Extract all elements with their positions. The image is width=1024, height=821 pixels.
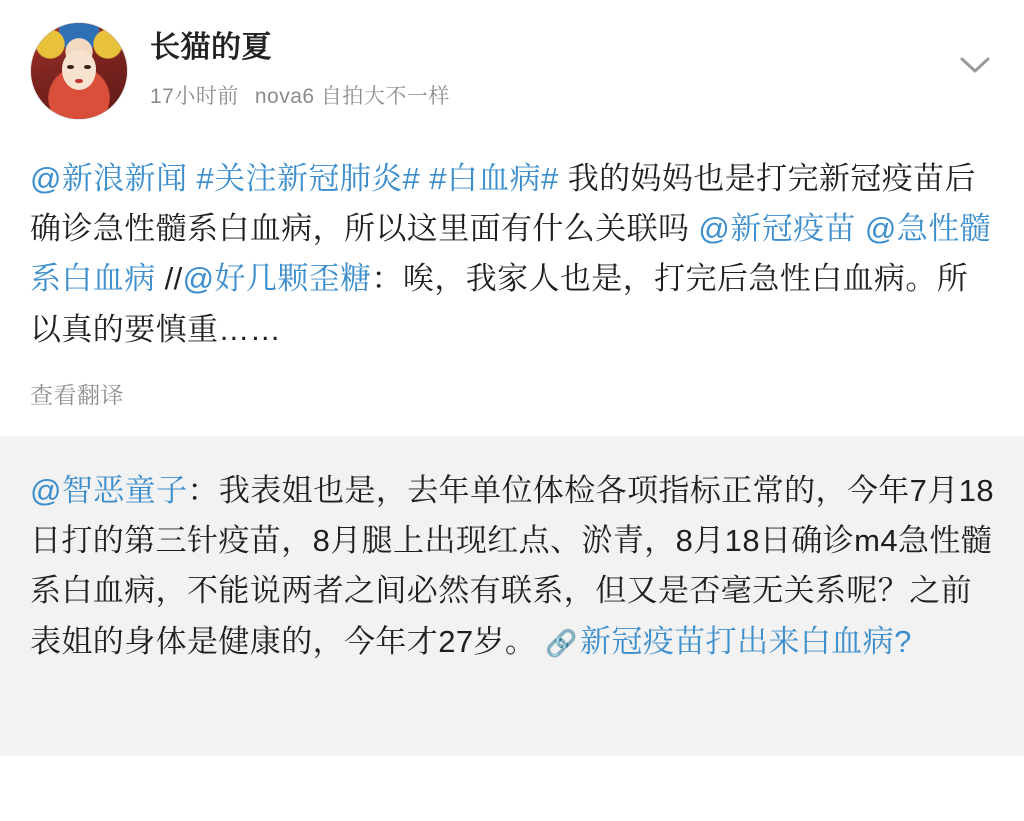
- post-container: [0, 0, 1024, 410]
- avatar[interactable]: [30, 22, 128, 120]
- hashtag-covid[interactable]: #关注新冠肺炎#: [196, 161, 421, 196]
- author-name[interactable]: 长猫的夏: [150, 31, 272, 64]
- post-meta: [150, 80, 450, 110]
- comment-text: [30, 466, 994, 667]
- mention-commenter[interactable]: @智恶童子: [30, 472, 188, 508]
- comment-body-text: ：我表姐也是，去年单位体检各项指标正常的，今年7月18日打的第三针疫苗，8月腿上出现红点、淤青，8月18日确诊m4急性髓系白血病，不能说两者之间必然有联系，但又是否毫无关系呢？之前表姐的身体是健康的，今年才27岁。: [30, 472, 995, 659]
- post-device[interactable]: nova6 自拍大不一样: [254, 85, 450, 108]
- post-header-text: [150, 22, 450, 110]
- hashtag-leukemia[interactable]: #白血病#: [429, 161, 559, 196]
- avatar-eye-right: [84, 65, 91, 69]
- mention-sina-news[interactable]: @新浪新闻: [30, 161, 188, 196]
- comment-block: [0, 436, 1024, 756]
- post-text-part2: ：唉，我家人也是，打完后急性白血病。所以真的要慎重……: [30, 261, 969, 347]
- post-body: [30, 154, 994, 355]
- mention-vaccine[interactable]: @新冠疫苗: [698, 211, 856, 247]
- chevron-down-icon[interactable]: [958, 48, 992, 82]
- comment-topic-link[interactable]: 新冠疫苗打出来白血病?: [580, 623, 912, 659]
- link-chain-icon: 🔗: [545, 627, 579, 658]
- view-translation-link[interactable]: 查看翻译: [30, 381, 124, 408]
- post-text-part1: 我的妈妈也是打完新冠疫苗后确诊急性髓系白血病，所以这里面有什么关联吗: [30, 161, 976, 247]
- post-time: 17小时前: [150, 85, 239, 108]
- repost-separator: //: [155, 261, 183, 297]
- mention-user-2[interactable]: @好几颗歪糖: [182, 261, 372, 297]
- post-header: [30, 22, 994, 120]
- mention-aml[interactable]: @急性髓系白血病: [30, 211, 991, 297]
